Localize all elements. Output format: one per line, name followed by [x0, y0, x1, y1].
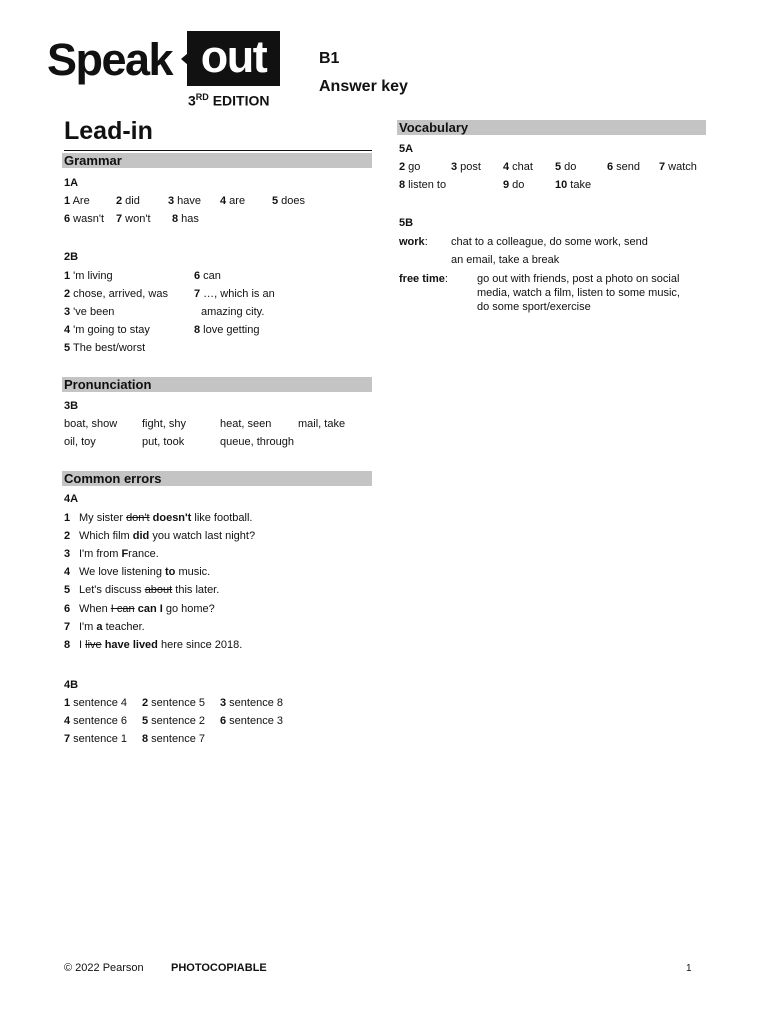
- exercise-label-5b: 5B: [399, 217, 414, 229]
- pronunciation-heading: Pronunciation: [62, 377, 372, 392]
- answer-4b-2: 2 sentence 5: [142, 697, 205, 709]
- common-errors-heading: Common errors: [62, 471, 372, 486]
- answer-4a-1: 1: [64, 512, 71, 524]
- answer-4a-6-text: When I can can I go home?: [79, 603, 215, 615]
- pronunciation-pair: boat, show: [64, 418, 118, 430]
- document-title: Answer key: [319, 78, 408, 95]
- free-time-answer-line: go out with friends, post a photo on social: [477, 273, 680, 285]
- answer-4b-6: 6 sentence 3: [220, 715, 283, 727]
- answer-5a-2: 2 go: [399, 161, 421, 173]
- answer-4a-3: 3: [64, 548, 71, 560]
- answer-1a-8: 8 has: [172, 213, 199, 225]
- logo-speak-text: Speak: [47, 34, 173, 85]
- answer-4a-4-text: We love listening to music.: [79, 566, 211, 578]
- photocopiable-label: PHOTOCOPIABLE: [171, 962, 267, 974]
- answer-1a-7: 7 won't: [116, 213, 151, 225]
- exercise-label-1a: 1A: [64, 177, 79, 189]
- answer-4b-5: 5 sentence 2: [142, 715, 205, 727]
- answer-2b-7-continued: amazing city.: [201, 306, 265, 318]
- answer-4a-7: 7: [64, 621, 71, 633]
- answer-4b-4: 4 sentence 6: [64, 715, 127, 727]
- free-time-label: free time:: [399, 273, 448, 285]
- answer-5a-10: 10 take: [555, 179, 592, 191]
- free-time-answer-line: do some sport/exercise: [477, 301, 591, 313]
- pronunciation-pair: put, took: [142, 436, 185, 448]
- answer-4b-8: 8 sentence 7: [142, 733, 205, 745]
- answer-4b-1: 1 sentence 4: [64, 697, 127, 709]
- answer-4a-8-text: I live have lived here since 2018.: [79, 639, 243, 651]
- answer-4a-2: 2: [64, 530, 71, 542]
- title-divider: [64, 150, 372, 151]
- answer-1a-1: 1 Are: [64, 195, 90, 207]
- answer-2b-5: 5 The best/worst: [64, 342, 146, 354]
- pronunciation-pair: queue, through: [220, 436, 295, 448]
- exercise-label-4b: 4B: [64, 679, 79, 691]
- answer-4a-1-text: My sister don't doesn't like football.: [79, 512, 253, 524]
- exercise-label-2b: 2B: [64, 251, 79, 263]
- edition-word: EDITION: [212, 92, 270, 109]
- answer-4a-2-text: Which film did you watch last night?: [79, 530, 256, 542]
- answer-1a-4: 4 are: [220, 195, 246, 207]
- exercise-label-4a: 4A: [64, 493, 79, 505]
- answer-2b-4: 4 'm going to stay: [64, 324, 150, 336]
- answer-4a-8: 8: [64, 639, 71, 651]
- pronunciation-pair: mail, take: [298, 418, 346, 430]
- grammar-heading: Grammar: [62, 153, 372, 168]
- answer-2b-7: 7 …, which is an: [194, 288, 275, 300]
- level-label: B1: [319, 50, 340, 67]
- work-answer-line: an email, take a break: [451, 254, 560, 266]
- pronunciation-pair: heat, seen: [220, 418, 272, 430]
- answer-2b-2: 2 chose, arrived, was: [64, 288, 168, 300]
- pronunciation-pair: fight, shy: [142, 418, 187, 430]
- answer-5a-5: 5 do: [555, 161, 577, 173]
- answer-4a-5-text: Let's discuss about this later.: [79, 584, 220, 596]
- answer-5a-4: 4 chat: [503, 161, 533, 173]
- answer-2b-6: 6 can: [194, 270, 221, 282]
- answer-4a-7-text: I'm a teacher.: [79, 621, 145, 633]
- free-time-answer-line: media, watch a film, listen to some music,: [477, 287, 680, 299]
- answer-5a-9: 9 do: [503, 179, 525, 191]
- work-answer-line: chat to a colleague, do some work, send: [451, 236, 648, 248]
- answer-4a-4: 4: [64, 566, 71, 578]
- answer-2b-8: 8 love getting: [194, 324, 260, 336]
- logo-edition: [188, 92, 269, 109]
- answer-5a-6: 6 send: [607, 161, 641, 173]
- answer-5a-3: 3 post: [451, 161, 481, 173]
- copyright: © 2022 Pearson: [64, 962, 144, 974]
- answer-5a-7: 7 watch: [659, 161, 697, 173]
- answer-1a-2: 2 did: [116, 195, 140, 207]
- section-title: Lead-in: [64, 117, 153, 145]
- answer-4a-6: 6: [64, 603, 71, 615]
- work-label: work:: [399, 236, 428, 248]
- edition-number: 3: [188, 92, 196, 109]
- answer-1a-5: 5 does: [272, 195, 306, 207]
- answer-4a-5: 5: [64, 584, 71, 596]
- edition-suffix: RD: [195, 92, 209, 102]
- answer-1a-3: 3 have: [168, 195, 202, 207]
- answer-2b-3: 3 've been: [64, 306, 115, 318]
- answer-4a-3-text: I'm from France.: [79, 548, 159, 560]
- answer-4b-3: 3 sentence 8: [220, 697, 283, 709]
- answer-5a-8: 8 listen to: [399, 179, 447, 191]
- answer-2b-1: 1 'm living: [64, 270, 113, 282]
- page-number: 1: [686, 963, 692, 974]
- pronunciation-pair: oil, toy: [64, 436, 96, 448]
- logo-out-text: out: [200, 31, 267, 82]
- answer-4b-7: 7 sentence 1: [64, 733, 127, 745]
- vocabulary-heading: Vocabulary: [397, 120, 706, 135]
- exercise-label-3b: 3B: [64, 400, 79, 412]
- exercise-label-5a: 5A: [399, 143, 414, 155]
- answer-1a-6: 6 wasn't: [64, 213, 105, 225]
